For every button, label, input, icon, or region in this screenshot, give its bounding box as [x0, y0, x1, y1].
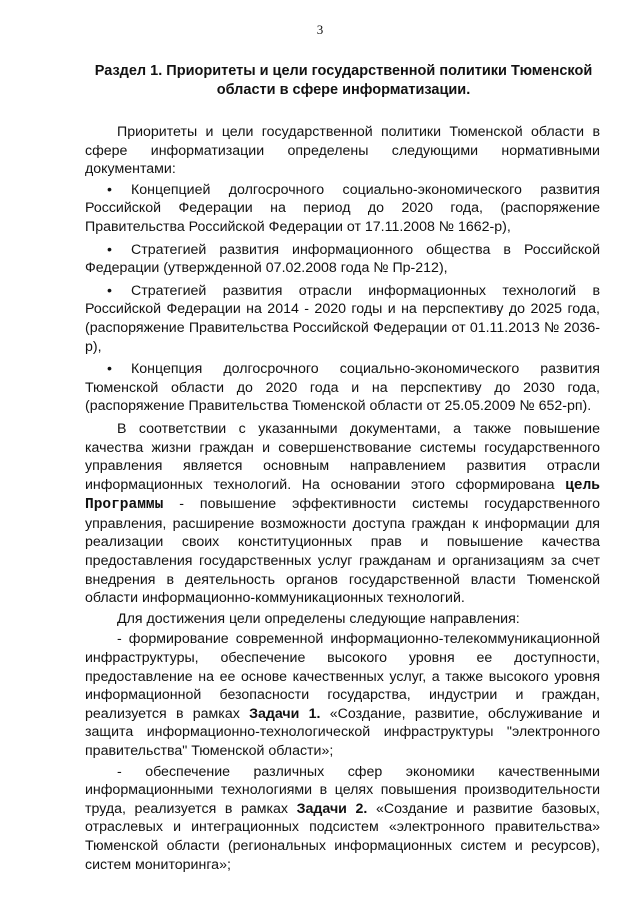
direction-text-after: «Создание, развитие, обслуживание и защита информационно-технологической инфраструктуры "электронного правительства" Тюменской области»; — [85, 705, 600, 759]
bullet-text: Концепцией долгосрочного социально-экономического развития Российской Федерации на период до 2020 года, (распоряжение Правительства Российской Федерации от 17.11.2008 № 1662-р), — [85, 181, 600, 235]
bullet-item-3 — [85, 282, 600, 356]
goal-text-before: В соответствии с указанными документами, а также повышение качества жизни граждан и совершенствование системы государственного управления является основным направлением развития отрасли информационных технологий. На основании этого сформирована — [85, 420, 600, 493]
section-heading-line-1: Раздел 1. Приоритеты и цели государственной политики Тюменской — [94, 63, 593, 79]
goal-highlight: цель Программы — [85, 477, 600, 514]
task-label: Задачи 1. — [249, 705, 321, 722]
bullet-item-4 — [85, 360, 600, 416]
page-number: 3 — [316, 22, 324, 37]
direction-item-2 — [85, 763, 600, 875]
goal-paragraph — [85, 420, 600, 608]
goal-text-after: - повышение эффективности системы государственного управления, расширение возможности доступа граждан к информации для реализации своих конституционных прав и повышение качества предоставления государственных услуг гражданам и организациям за счет внедрения в деятельность органов государственной власти Тюменской области информационно-коммуникационных технологий. — [85, 496, 600, 607]
bullet-text: Концепция долгосрочного социально-экономического развития Тюменской области до 2020 года и на перспективу до 2030 года, (распоряжение Правительства Тюменской области от 25.05.2009 № 652-рп). — [85, 361, 600, 415]
bullet-text: Стратегией развития отрасли информационных технологий в Российской Федерации на 2014 - 2020 годы и на перспективу до 2025 года, (распоряжение Правительства Российской Федерации от 01.11.2013 № 2036-р), — [85, 282, 600, 355]
direction-text-after: «Создание и развитие базовых, отраслевых и интеграционных подсистем «электронного правительства» Тюменской области (региональных информационных систем и ресурсов), систем мониторинга»; — [85, 800, 600, 873]
task-label: Задачи 2. — [296, 800, 368, 817]
bullet-icon: • — [107, 361, 112, 378]
direction-item-1 — [85, 630, 600, 760]
section-heading — [85, 62, 602, 100]
direction-text-before: - формирование современной информационно-телекоммуникационной инфраструктуры, обеспечение высокого уровня ее доступности, предоставление на ее основе качественных услуг, а также высокого уровня информационной безопасности государства, индустрии и граждан, реализуется в рамках — [85, 631, 600, 722]
direction-text-before: - обеспечение различных сфер экономики качественными информационными технологиями в целях повышения производительности труда, реализуется в рамках — [85, 763, 600, 817]
bullet-icon: • — [107, 282, 112, 299]
directions-intro: Для достижения цели определены следующие направления: — [117, 610, 520, 627]
bullet-icon: • — [107, 181, 112, 198]
document-body — [85, 123, 600, 876]
bullet-icon: • — [107, 241, 112, 258]
intro-paragraph: Приоритеты и цели государственной политики Тюменской области в сфере информатизации определены следующими нормативными документами: — [85, 124, 600, 178]
bullet-item-2 — [85, 241, 600, 278]
bullet-text: Стратегией развития информационного общества в Российской Федерации (утвержденной 07.02.2008 года № Пр-212), — [85, 241, 600, 277]
bullet-item-1 — [85, 181, 600, 237]
section-heading-line-2: области в сфере информатизации. — [216, 82, 471, 98]
